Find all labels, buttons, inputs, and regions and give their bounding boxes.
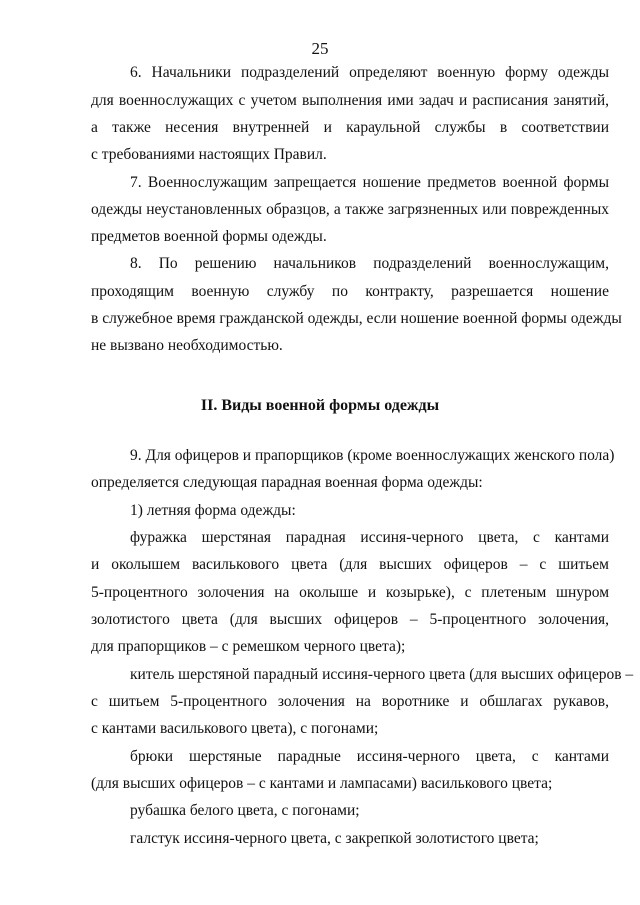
text-line: китель шерстяной парадный иссиня-черного цвета (для высших офицеров – bbox=[130, 666, 634, 683]
text-line: 7. Военнослужащим запрещается ношение предметов военной формы bbox=[130, 174, 609, 191]
text-line: и околышем василькового цвета (для высших офицеров – с шитьем bbox=[91, 556, 609, 573]
text-line: 9. Для офицеров и прапорщиков (кроме военнослужащих женского пола) bbox=[130, 447, 615, 464]
text-line: для военнослужащих с учетом выполнения ими задач и расписания занятий, bbox=[91, 92, 609, 109]
text-line: для прапорщиков – с ремешком черного цвета); bbox=[91, 638, 406, 655]
text-line: предметов военной формы одежды. bbox=[91, 228, 327, 245]
text-line: а также несения внутренней и караульной службы в соответствии bbox=[91, 119, 609, 136]
page-number: 25 bbox=[311, 39, 329, 58]
text-line: определяется следующая парадная военная форма одежды: bbox=[91, 474, 483, 491]
text-line: 6. Начальники подразделений определяют военную форму одежды bbox=[130, 64, 609, 81]
text-line: 5-процентного золочения на околыше и козырьке), с плетеным шнуром bbox=[91, 584, 609, 601]
text-line: галстук иссиня-черного цвета, с закрепкой золотистого цвета; bbox=[130, 830, 539, 847]
text-line: рубашка белого цвета, с погонами; bbox=[130, 802, 360, 819]
text-line: (для высших офицеров – с кантами и лампасами) василькового цвета; bbox=[91, 775, 553, 792]
text-line: брюки шерстяные парадные иссиня-черного цвета, с кантами bbox=[130, 748, 609, 765]
text-line: одежды неустановленных образцов, а также загрязненных или поврежденных bbox=[91, 201, 609, 218]
text-line: 1) летняя форма одежды: bbox=[130, 502, 296, 519]
text-line: с кантами василькового цвета), с погонами; bbox=[91, 720, 379, 737]
text-line: проходящим военную службу по контракту, разрешается ношение bbox=[91, 283, 609, 300]
text-line: с шитьем 5-процентного золочения на воротнике и обшлагах рукавов, bbox=[91, 693, 609, 710]
section-heading: II. Виды военной формы одежды bbox=[200, 397, 440, 414]
text-line: 8. По решению начальников подразделений военнослужащим, bbox=[130, 255, 609, 272]
text-line: с требованиями настоящих Правил. bbox=[91, 146, 327, 163]
text-line: в служебное время гражданской одежды, если ношение военной формы одежды bbox=[91, 310, 622, 327]
text-line: не вызвано необходимостью. bbox=[91, 337, 283, 354]
text-line: золотистого цвета (для высших офицеров – 5-процентного золочения, bbox=[91, 611, 609, 628]
text-line: фуражка шерстяная парадная иссиня-черного цвета, с кантами bbox=[130, 529, 609, 546]
